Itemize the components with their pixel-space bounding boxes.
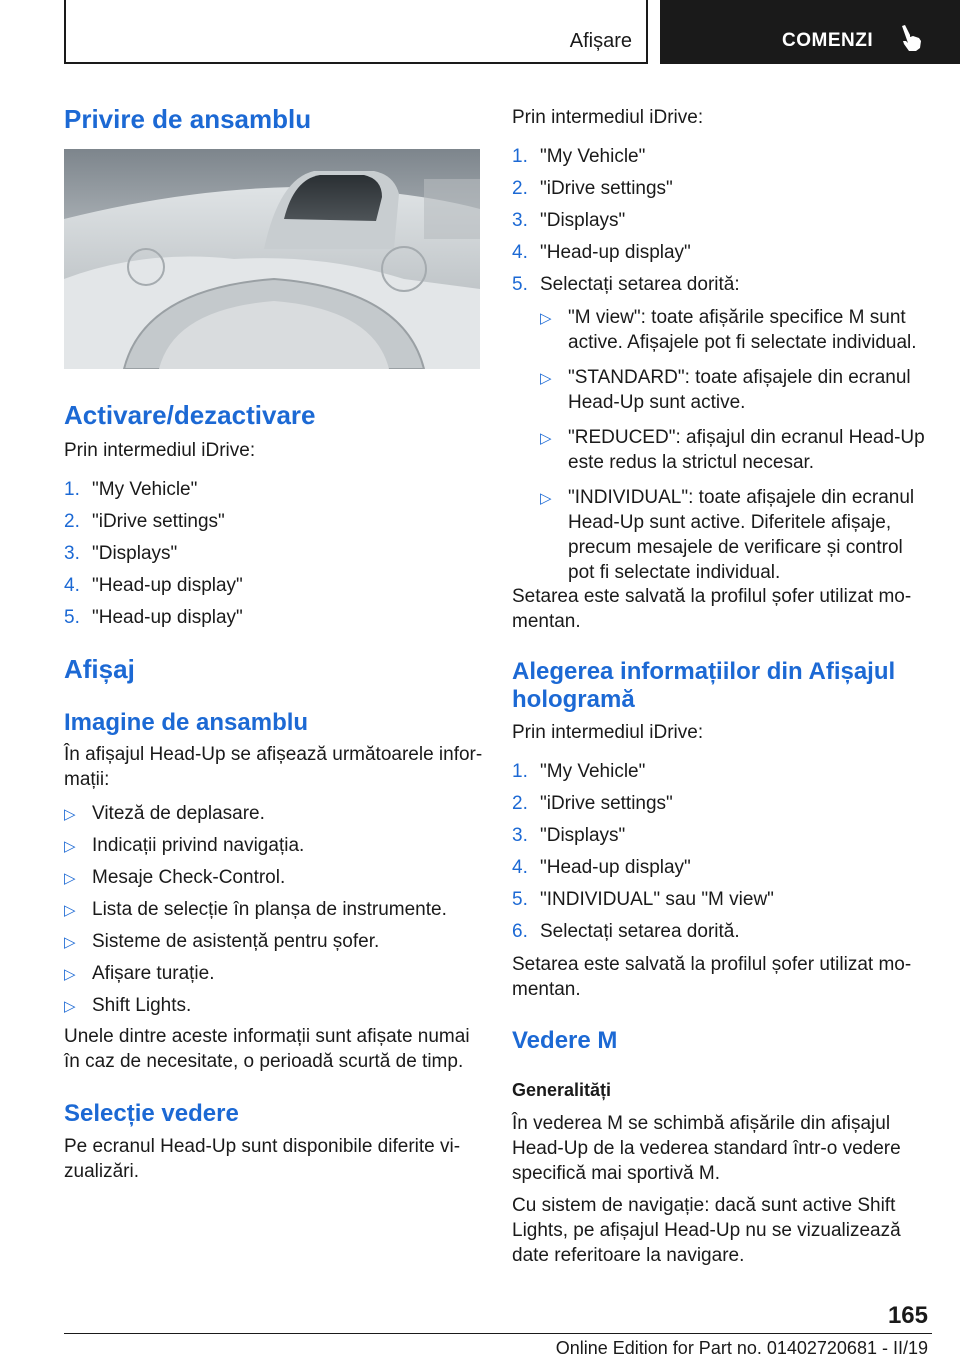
step-text: "Head-up display": [540, 857, 691, 878]
list-item: [512, 240, 740, 272]
list-item: [512, 919, 774, 951]
bullet-text: Sisteme de asistență pentru șofer.: [92, 931, 380, 952]
step-text: "Displays": [92, 543, 178, 564]
option-text-line1: "M view": toate afișările specifice M sunt: [568, 307, 906, 328]
option-text-line2: Head-Up sunt active. Diferitele afișaje,: [568, 512, 892, 533]
bullet-text: Viteză de deplasare.: [92, 803, 265, 824]
general-title: Generalități: [512, 1080, 612, 1100]
m-view-p1-line3: specifică mai sportivă M.: [512, 1163, 721, 1184]
display-note-line2: în caz de necesitate, o perioadă scurtă de timp.: [64, 1051, 464, 1072]
option-text-line1: "STANDARD": toate afișajele din ecranul: [568, 367, 911, 388]
list-item: [512, 176, 740, 208]
bullet-text: Afișare turație.: [92, 963, 215, 984]
step-text: "My Vehicle": [92, 479, 198, 500]
header-chapter-box: [660, 0, 960, 64]
option-text-line1: "INDIVIDUAL": toate afișajele din ecranul: [568, 487, 915, 508]
list-item: [64, 993, 447, 1025]
step-number: 3.: [512, 825, 528, 846]
step-number: 1.: [64, 479, 80, 500]
bullet-text: Indicații privind navigația.: [92, 835, 305, 856]
m-view-p2-line2: Lights, pe afișajul Head-Up nu se vizualizează: [512, 1220, 901, 1241]
step-text: "Head-up display": [92, 575, 243, 596]
saved-note-line1: Setarea este salvată la profilul șofer utilizat mo-: [512, 586, 912, 607]
list-item: [64, 897, 447, 929]
list-item: [540, 365, 932, 415]
list-item: [512, 823, 774, 855]
list-item: [512, 759, 774, 791]
list-item: [512, 791, 774, 823]
list-item: [64, 961, 447, 993]
step-number: 5.: [512, 274, 528, 295]
triangle-bullet-icon: ▷: [64, 870, 76, 887]
triangle-bullet-icon: ▷: [64, 998, 76, 1015]
triangle-bullet-icon: ▷: [64, 838, 76, 855]
step-number: 3.: [512, 210, 528, 231]
footer-divider: [64, 1333, 932, 1334]
step-text: Selectați setarea dorită.: [540, 921, 740, 942]
right-steps-list: [512, 144, 740, 304]
step-number: 2.: [512, 793, 528, 814]
option-text-line4: pot fi selectate individual.: [568, 562, 781, 583]
bullet-text: Shift Lights.: [92, 995, 192, 1016]
hologram-steps-list: [512, 759, 774, 951]
list-item: [540, 425, 932, 475]
hand-pointer-icon: [898, 24, 924, 52]
list-item: [64, 865, 447, 897]
m-view-p2-line3: date referitoare la navigare.: [512, 1245, 745, 1266]
activate-intro: Prin intermediul iDrive:: [64, 440, 256, 461]
step-text: "My Vehicle": [540, 761, 646, 782]
step-text: "Head-up display": [92, 607, 243, 628]
triangle-bullet-icon: ▷: [540, 430, 552, 447]
step-number: 4.: [512, 857, 528, 878]
step-text: "My Vehicle": [540, 146, 646, 167]
display-overview-title: Imagine de ansamblu: [64, 709, 309, 736]
saved-note-line2: mentan.: [512, 611, 581, 632]
edition-text: Online Edition for Part no. 01402720681 - II/19: [555, 1338, 928, 1358]
display-info-list: [64, 801, 447, 1025]
option-text-line2: este redus la strictul necesar.: [568, 452, 815, 473]
hologram-intro: Prin intermediul iDrive:: [512, 722, 704, 743]
step-text: "Displays": [540, 210, 626, 231]
option-text-line2: Head-Up sunt active.: [568, 392, 746, 413]
display-intro-line1: În afișajul Head-Up se afișează următoarele infor-: [64, 744, 483, 765]
hologram-title-line2: hologramă: [512, 686, 635, 713]
list-item: [540, 485, 932, 585]
list-item: [512, 272, 740, 304]
list-item: [64, 929, 447, 961]
triangle-bullet-icon: ▷: [64, 966, 76, 983]
step-number: 5.: [512, 889, 528, 910]
option-text-line2: active. Afișajele pot fi selectate individual.: [568, 332, 917, 353]
overview-title: Privire de ansamblu: [64, 104, 312, 134]
option-text-line1: "REDUCED": afișajul din ecranul Head-Up: [568, 427, 925, 448]
step-number: 4.: [64, 575, 80, 596]
list-item: [512, 144, 740, 176]
page-number: 165: [887, 1302, 928, 1329]
bullet-text: Lista de selecție în planșa de instrumente.: [92, 899, 447, 920]
m-view-p2-line1: Cu sistem de navigație: dacă sunt active Shift: [512, 1195, 896, 1216]
list-item: [64, 541, 243, 573]
view-selection-line1: Pe ecranul Head-Up sunt disponibile diferite vi-: [64, 1136, 461, 1157]
m-view-p1-line1: În vederea M se schimbă afișările din afișajul: [512, 1113, 891, 1134]
hologram-title-line1: Alegerea informațiilor din Afișajul: [512, 658, 896, 685]
list-item: [64, 509, 243, 541]
list-item: [64, 573, 243, 605]
view-selection-line2: zualizări.: [64, 1161, 139, 1182]
step-number: 2.: [64, 511, 80, 532]
step-text: "Displays": [540, 825, 626, 846]
triangle-bullet-icon: ▷: [540, 490, 552, 507]
step-text: "iDrive settings": [92, 511, 225, 532]
step-number: 4.: [512, 242, 528, 263]
m-view-p1-line2: Head-Up de la vederea standard într-o vedere: [512, 1138, 901, 1159]
list-item: [512, 855, 774, 887]
head-up-display-photo: [64, 149, 480, 369]
list-item: [64, 833, 447, 865]
right-intro: Prin intermediul iDrive:: [512, 107, 704, 128]
view-selection-title: Selecție vedere: [64, 1100, 239, 1127]
step-number: 6.: [512, 921, 528, 942]
list-item: [512, 887, 774, 919]
activate-title: Activare/dezactivare: [64, 400, 316, 430]
triangle-bullet-icon: ▷: [64, 902, 76, 919]
list-item: [512, 208, 740, 240]
step-text: Selectați setarea dorită:: [540, 274, 740, 295]
list-item: [64, 605, 243, 637]
step-text: "Head-up display": [540, 242, 691, 263]
list-item: [540, 305, 932, 355]
step-number: 1.: [512, 761, 528, 782]
display-intro-line2: mații:: [64, 769, 110, 790]
step-text: "iDrive settings": [540, 793, 673, 814]
display-options-list: [540, 305, 932, 585]
step-text: "iDrive settings": [540, 178, 673, 199]
bullet-text: Mesaje Check-Control.: [92, 867, 286, 888]
m-view-title: Vedere M: [512, 1027, 618, 1054]
triangle-bullet-icon: ▷: [64, 934, 76, 951]
display-note-line1: Unele dintre aceste informații sunt afișate numai: [64, 1026, 470, 1047]
triangle-bullet-icon: ▷: [540, 310, 552, 327]
activate-steps-list: [64, 477, 243, 637]
list-item: [64, 801, 447, 833]
step-number: 2.: [512, 178, 528, 199]
header-section-box: [64, 0, 648, 64]
step-text: "INDIVIDUAL" sau "M view": [540, 889, 774, 910]
display-title: Afișaj: [64, 654, 135, 684]
hologram-saved-line2: mentan.: [512, 979, 581, 1000]
triangle-bullet-icon: ▷: [64, 806, 76, 823]
header-section-title: Afișare: [569, 30, 632, 52]
hologram-saved-line1: Setarea este salvată la profilul șofer utilizat mo-: [512, 954, 912, 975]
list-item: [64, 477, 243, 509]
header-chapter-title: COMENZI: [782, 30, 874, 51]
step-number: 3.: [64, 543, 80, 564]
triangle-bullet-icon: ▷: [540, 370, 552, 387]
step-number: 1.: [512, 146, 528, 167]
option-text-line3: precum mesajele de verificare și control: [568, 537, 903, 558]
step-number: 5.: [64, 607, 80, 628]
